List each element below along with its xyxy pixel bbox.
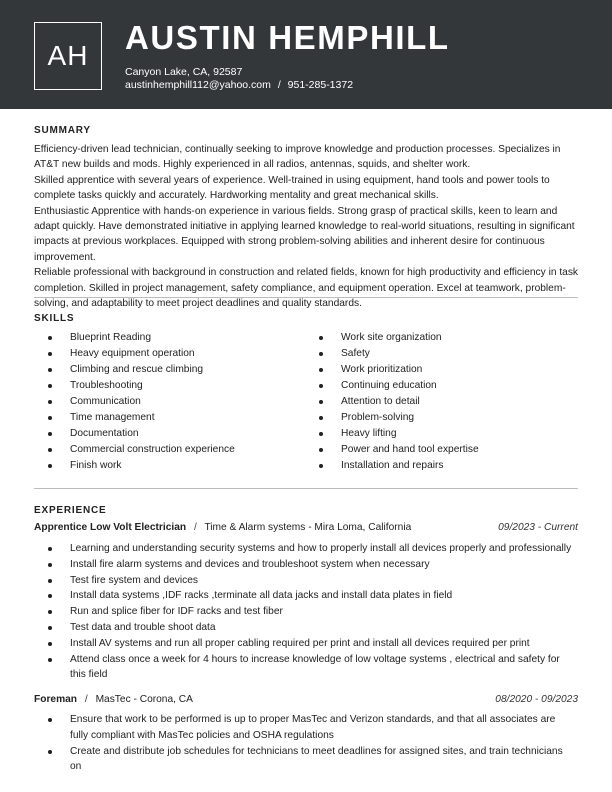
- summary-paragraph: Efficiency-driven lead technician, continually seeking to improve knowledge and production processes. Specializes in AT&T new builds and mods. Highly experienced in all radios, antennas, squids, and shelter work.: [34, 144, 561, 171]
- job-duty-item: Learning and understanding security systems and how to properly install all devices properly and professionally: [48, 541, 576, 557]
- skill-item: Commercial construction experience: [48, 442, 235, 458]
- job-duty-item: Ensure that work to be performed is up to proper MasTec and Verizon standards, and that all associates are fully compliant with MasTec policies and OSHA regulations: [48, 712, 576, 744]
- contact-row: [125, 79, 353, 91]
- job-header: [34, 694, 578, 705]
- contact-separator: /: [277, 79, 281, 91]
- section-divider: [34, 297, 578, 298]
- summary-paragraph: Enthusiastic Apprentice with hands-on experience in various fields. Strong grasp of practical skills, keen to learn and adapt quickly. Have demonstrated initiative in applying learned knowledge to real-world situations, resulting in significant impacts at previous workplaces. Equipped with strong problem-solving abilities and inherent desire for continuous improvement.: [34, 205, 575, 263]
- candidate-name: AUSTIN HEMPHILL: [125, 19, 450, 56]
- skill-item: Attention to detail: [319, 394, 479, 410]
- skill-item: Time management: [48, 410, 235, 426]
- job-duty-item: Attend class once a week for 4 hours to increase knowledge of low voltage systems , electrical and safety for this field: [48, 652, 576, 684]
- skill-item: Work prioritization: [319, 362, 479, 378]
- skills-heading: SKILLS: [34, 313, 75, 324]
- job-title: Foreman: [34, 694, 78, 705]
- resume-header: [0, 0, 612, 109]
- job-duty-item: Install fire alarm systems and devices and troubleshoot system when necessary: [48, 557, 576, 573]
- summary-heading: SUMMARY: [34, 125, 91, 136]
- job-duties-list: [48, 712, 576, 775]
- skill-item: Safety: [319, 346, 479, 362]
- job-header: [34, 522, 578, 533]
- skill-item: Finish work: [48, 458, 235, 474]
- skill-item: Documentation: [48, 426, 235, 442]
- job-duty-item: Test data and trouble shoot data: [48, 620, 576, 636]
- skill-item: Work site organization: [319, 330, 479, 346]
- job-dates: 08/2020 - 09/2023: [495, 694, 578, 705]
- section-divider: [34, 488, 578, 489]
- skills-list-right: [319, 330, 479, 474]
- job-duty-item: Test fire system and devices: [48, 573, 576, 589]
- location-text: Canyon Lake, CA, 92587: [125, 66, 243, 78]
- job-dates: 09/2023 - Current: [498, 522, 578, 533]
- skill-item: Installation and repairs: [319, 458, 479, 474]
- skills-list-left: [48, 330, 235, 474]
- job-duty-item: Install AV systems and run all proper cabling required per print and install all devices required per print: [48, 636, 576, 652]
- email-link[interactable]: austinhemphill112@yahoo.com: [125, 79, 271, 91]
- skill-item: Problem-solving: [319, 410, 479, 426]
- skill-item: Blueprint Reading: [48, 330, 235, 346]
- skill-item: Troubleshooting: [48, 378, 235, 394]
- phone-text: 951-285-1372: [287, 79, 354, 91]
- job-duty-item: Create and distribute job schedules for technicians to meet deadlines for assigned sites, and train technicians on: [48, 744, 576, 776]
- skill-item: Continuing education: [319, 378, 479, 394]
- job-duty-item: Run and splice fiber for IDF racks and test fiber: [48, 604, 576, 620]
- skill-item: Power and hand tool expertise: [319, 442, 479, 458]
- job-company: MasTec - Corona, CA: [95, 694, 193, 705]
- job-duty-item: Install data systems ,IDF racks ,terminate all data jacks and install data plates in field: [48, 588, 576, 604]
- skill-item: Heavy lifting: [319, 426, 479, 442]
- summary-body: [34, 142, 582, 311]
- skill-item: Climbing and rescue climbing: [48, 362, 235, 378]
- job-separator: /: [193, 522, 197, 533]
- skill-item: Heavy equipment operation: [48, 346, 235, 362]
- skill-item: Communication: [48, 394, 235, 410]
- monogram-badge: AH: [34, 22, 102, 90]
- summary-paragraph: Skilled apprentice with several years of experience. Well-trained in using equipment, hand tools and power tools to complete tasks quickly and accurately. Hardworking mentality and great mechanical skills.: [34, 174, 550, 202]
- job-title: Apprentice Low Volt Electrician: [34, 522, 187, 533]
- job-duties-list: [48, 541, 576, 683]
- experience-heading: EXPERIENCE: [34, 505, 107, 516]
- job-separator: /: [84, 694, 88, 705]
- job-company: Time & Alarm systems - Mira Loma, California: [204, 522, 412, 533]
- summary-paragraph: Reliable professional with background in construction and related fields, known for high productivity and efficiency in task completion. Skilled in project management, safety compliance, and equipment operation. Excel at teamwork, problem-solving, and adaptability to meet project deadlines and quality standards.: [34, 267, 579, 310]
